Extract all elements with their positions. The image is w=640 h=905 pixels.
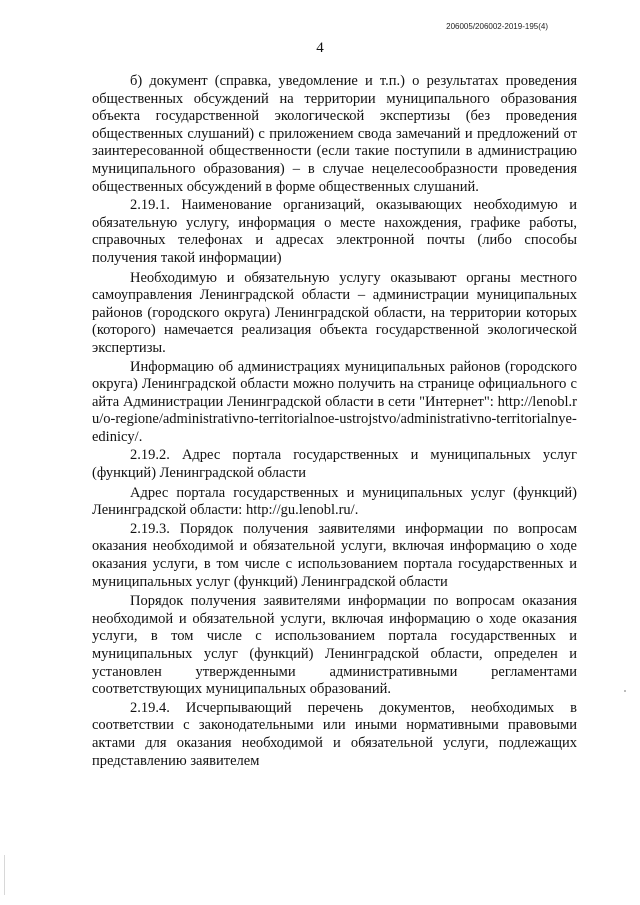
paragraph-2-19-4: 2.19.4. Исчерпывающий перечень документов, необходимых в соответствии с законодательными или иными нормативными правовыми актами для оказания необходимой и обязательной услуги, подлежащих представлению заявителем	[92, 699, 577, 769]
paragraph-2-19-2: 2.19.2. Адрес портала государственных и муниципальных услуг (функций) Ленинградской области	[92, 447, 577, 482]
paragraph-2-19-1: 2.19.1. Наименование организаций, оказывающих необходимую и обязательную услугу, информация о месте нахождения, графике работы, справочных телефонах и адресах электронной почты (либо способы получения такой информации)	[92, 197, 577, 266]
paragraph-2-19-3: 2.19.3. Порядок получения заявителями информации по вопросам оказания необходимой и обязательной услуги, включая информацию о ходе оказания услуги, в том числе с использованием портала государственных и муниципальных услуг (функций) Ленинградской области	[92, 520, 577, 590]
paragraph-info-procedure: Порядок получения заявителями информации по вопросам оказания необходимой и обязательной услуги, включая информацию о ходе оказания услуги, в том числе с использованием портала государственных и муниципальных услуг (функций) Ленинградской области, определен и установлен утвержденными административными регламентами соответствующих муниципальных образований.	[92, 593, 577, 698]
paragraph-item-b: б) документ (справка, уведомление и т.п.) о результатах проведения общественных обсуждений на территории муниципального образования объекта государственной экологической экспертизы (без проведения общественных слушаний) с приложением свода замечаний и предложений от заинтересованной общественности (если такие поступили в администрацию муниципального образования) – в случае нецелесообразности проведения общественных обсуждений в форме общественных слушаний.	[92, 73, 577, 195]
scan-margin-dot	[624, 690, 626, 692]
paragraph-administrations-info: Информацию об администрациях муниципальных районов (городского округа) Ленинградской области можно получить на странице официального сайта Администрации Ленинградской области в сети "Интернет": http://lenobl.ru/o-regione/administrativno-territorialnoe-ustrojstvo/administrativno-territorialnye-edinicy/.	[92, 358, 577, 445]
paragraph-service-providers: Необходимую и обязательную услугу оказывают органы местного самоуправления Ленинградской области – администрации муниципальных районов (городского округа) Ленинградской области, на территории которых (которого) намечается реализация объекта государственной экологической экспертизы.	[92, 269, 577, 356]
document-number: 206005/206002-2019-195(4)	[446, 22, 548, 31]
page-number: 4	[316, 40, 324, 56]
document-body	[92, 73, 577, 771]
paragraph-portal-address: Адрес портала государственных и муниципальных услуг (функций) Ленинградской области: http://gu.lenobl.ru/.	[92, 484, 577, 519]
scan-margin-mark	[4, 855, 5, 895]
